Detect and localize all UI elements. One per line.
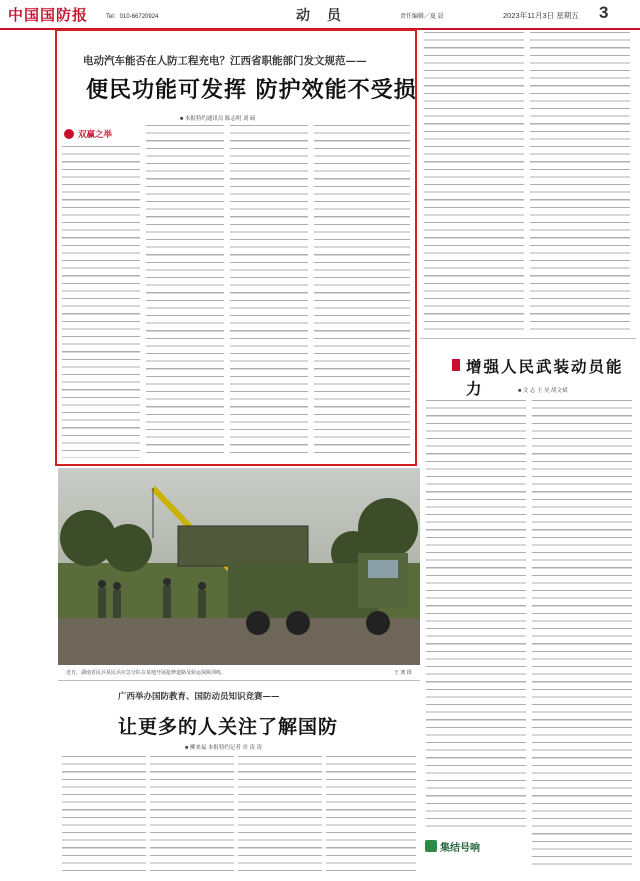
right-story-column-1 xyxy=(426,400,526,830)
ad-label: 集结号响 xyxy=(440,843,480,854)
second-story-kicker: 广西举办国防教育、国防动员知识竞赛—— xyxy=(118,692,280,702)
lead-column-2 xyxy=(146,125,224,458)
right-article-column-1 xyxy=(424,32,524,332)
ad-icon xyxy=(425,840,437,852)
telephone: Tel：010-66720924 xyxy=(106,14,159,20)
right-article-column-2 xyxy=(530,32,630,332)
right-story-headline: 增强人民武装动员能力 xyxy=(466,357,624,398)
photo-credit: 王 澳 摄 xyxy=(394,670,412,676)
issue-date: 2023年11月3日 星期五 xyxy=(503,11,579,20)
lead-story-byline: ■ 本报特约通讯员 陈志明 刘 硕 xyxy=(180,116,256,122)
right-headline-marker xyxy=(452,359,460,371)
second-story-headline: 让更多的人关注了解国防 xyxy=(118,716,339,738)
lead-column-1 xyxy=(62,146,140,458)
second-column-3 xyxy=(238,756,322,874)
brief-label: 双赢之举 xyxy=(78,130,113,140)
page-number: 3 xyxy=(599,3,609,22)
lead-column-3 xyxy=(230,125,308,458)
second-column-4 xyxy=(326,756,416,874)
photo-caption: 近日，湖南省民兵某民兵应急分队在某地开展抢修道路及转运保障训练。 xyxy=(66,670,227,676)
second-column-1 xyxy=(62,756,146,874)
newspaper-logo: 中国国防报 xyxy=(8,6,89,24)
lead-story-kicker: 电动汽车能否在人防工程充电？江西省职能部门发文规范—— xyxy=(83,55,367,67)
lead-story-headline: 便民功能可发挥 防护效能不受损 xyxy=(86,77,417,103)
section-title: 动 员 xyxy=(296,8,347,24)
second-column-2 xyxy=(150,756,234,874)
brief-bullet-icon xyxy=(64,129,74,139)
right-story-column-2 xyxy=(532,400,632,870)
editor-credit: 责任编辑／夏 晨 xyxy=(400,14,444,20)
news-photo xyxy=(58,468,420,665)
lead-column-4 xyxy=(314,125,410,458)
second-story-byline: ■ 柳来福 本报特约记者 章 涛 涛 xyxy=(185,745,262,751)
right-story-byline: ■ 文 志 王 昊 胡文斌 xyxy=(518,388,568,394)
